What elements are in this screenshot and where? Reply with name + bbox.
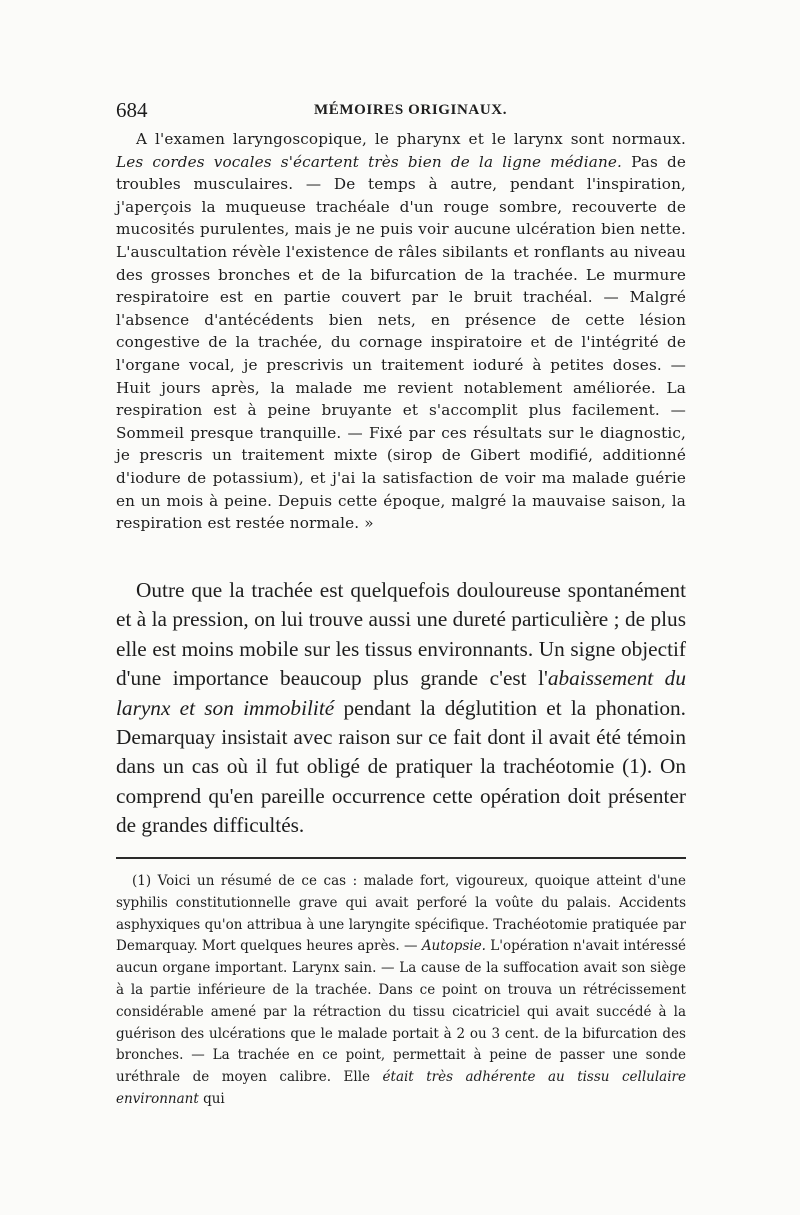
footnote-divider: [116, 857, 686, 859]
quote-paragraph: [116, 128, 686, 535]
page-header: [116, 98, 686, 124]
footnote: [116, 871, 686, 1111]
footnote-paragraph: [116, 871, 686, 1111]
footnote-italic: était très adhérente au tissu cellulaire environnant: [116, 1069, 686, 1107]
case-report-quote: [116, 128, 686, 535]
body-paragraph: [116, 576, 686, 841]
main-paragraph: [116, 576, 686, 841]
footnote-text: L'opération n'avait intéressé aucun organe important. Larynx sain. — La cause de la suffocation avait son siège à la partie inférieure de la trachée. Dans ce point on trouva un rétrécissement considérable amené par la rétraction du tissu cicatriciel qui avait succédé à la guérison des ulcérations que le malade portait à 2 ou 3 cent. de la bifurcation des bronches. — La trachée en ce point, permettait à peine de passer une sonde uréthrale de moyen calibre. Elle: [116, 938, 686, 1086]
quote-body: Pas de troubles musculaires. — De temps à autre, pendant l'inspiration, j'aperçois la muqueuse trachéale d'un rouge sombre, recouverte de mucosités purulentes, mais je ne puis voir aucune ulcération bien nette. L'auscultation révèle l'existence de râles sibilants et ronflants au niveau des grosses bronches et de la bifurcation de la trachée. Le murmure respiratoire est en partie couvert par le bruit trachéal. — Malgré l'absence d'antécédents bien nets, en présence de cette lésion congestive de la trachée, du cornage inspiratoire et de l'intégrité de l'organe vocal, je prescrivis un traitement ioduré à petites doses. — Huit jours après, la malade me revient notablement améliorée. La respiration est à peine bruyante et s'accomplit plus facilement. — Sommeil presque tranquille. — Fixé par ces résultats sur le diagnostic, je prescris un traitement mixte (sirop de Gibert modifié, additionné d'iodure de potassium), et j'ai la satisfaction de voir ma malade guérie en un mois à peine. Depuis cette époque, malgré la mauvaise saison, la respiration est restée normale. »: [116, 152, 686, 533]
page-number: 684: [116, 98, 148, 122]
footnote-italic: Autopsie.: [421, 938, 486, 955]
footnote-text: qui: [198, 1090, 225, 1107]
body-text-end: pendant la déglutition et la phonation. Demarquay insistait avec raison sur ce fait dont il avait été témoin dans un cas où il fut obligé de pratiquer la trachéotomie (1). On comprend qu'en pareille occurrence cette opération doit présenter de grandes difficultés.: [116, 695, 686, 838]
body-text-start: Outre que la trachée est quelquefois douloureuse spontanément et à la pression, on lui trouve aussi une dureté particulière ; de plus elle est moins mobile sur les tissus environnants. Un signe objectif d'une importance beaucoup plus grande c'est l': [116, 578, 686, 691]
body-italic-phrase: abaissement du larynx et son immobilité: [116, 666, 686, 720]
quote-italic-sentence: Les cordes vocales s'écartent très bien de la ligne médiane.: [116, 152, 623, 171]
footnote-text: (1) Voici un résumé de ce cas : malade fort, vigoureux, quoique atteint d'une syphilis constitutionnelle grave qui avait perforé la voûte du palais. Accidents asphyxiques qu'on attribua à une laryngite spécifique. Trachéotomie pratiquée par Demarquay. Mort quelques heures après. —: [116, 873, 686, 955]
quote-sentence: A l'examen laryngoscopique, le pharynx et le larynx sont normaux.: [136, 130, 686, 148]
running-title: MÉMOIRES ORIGINAUX.: [314, 102, 508, 118]
